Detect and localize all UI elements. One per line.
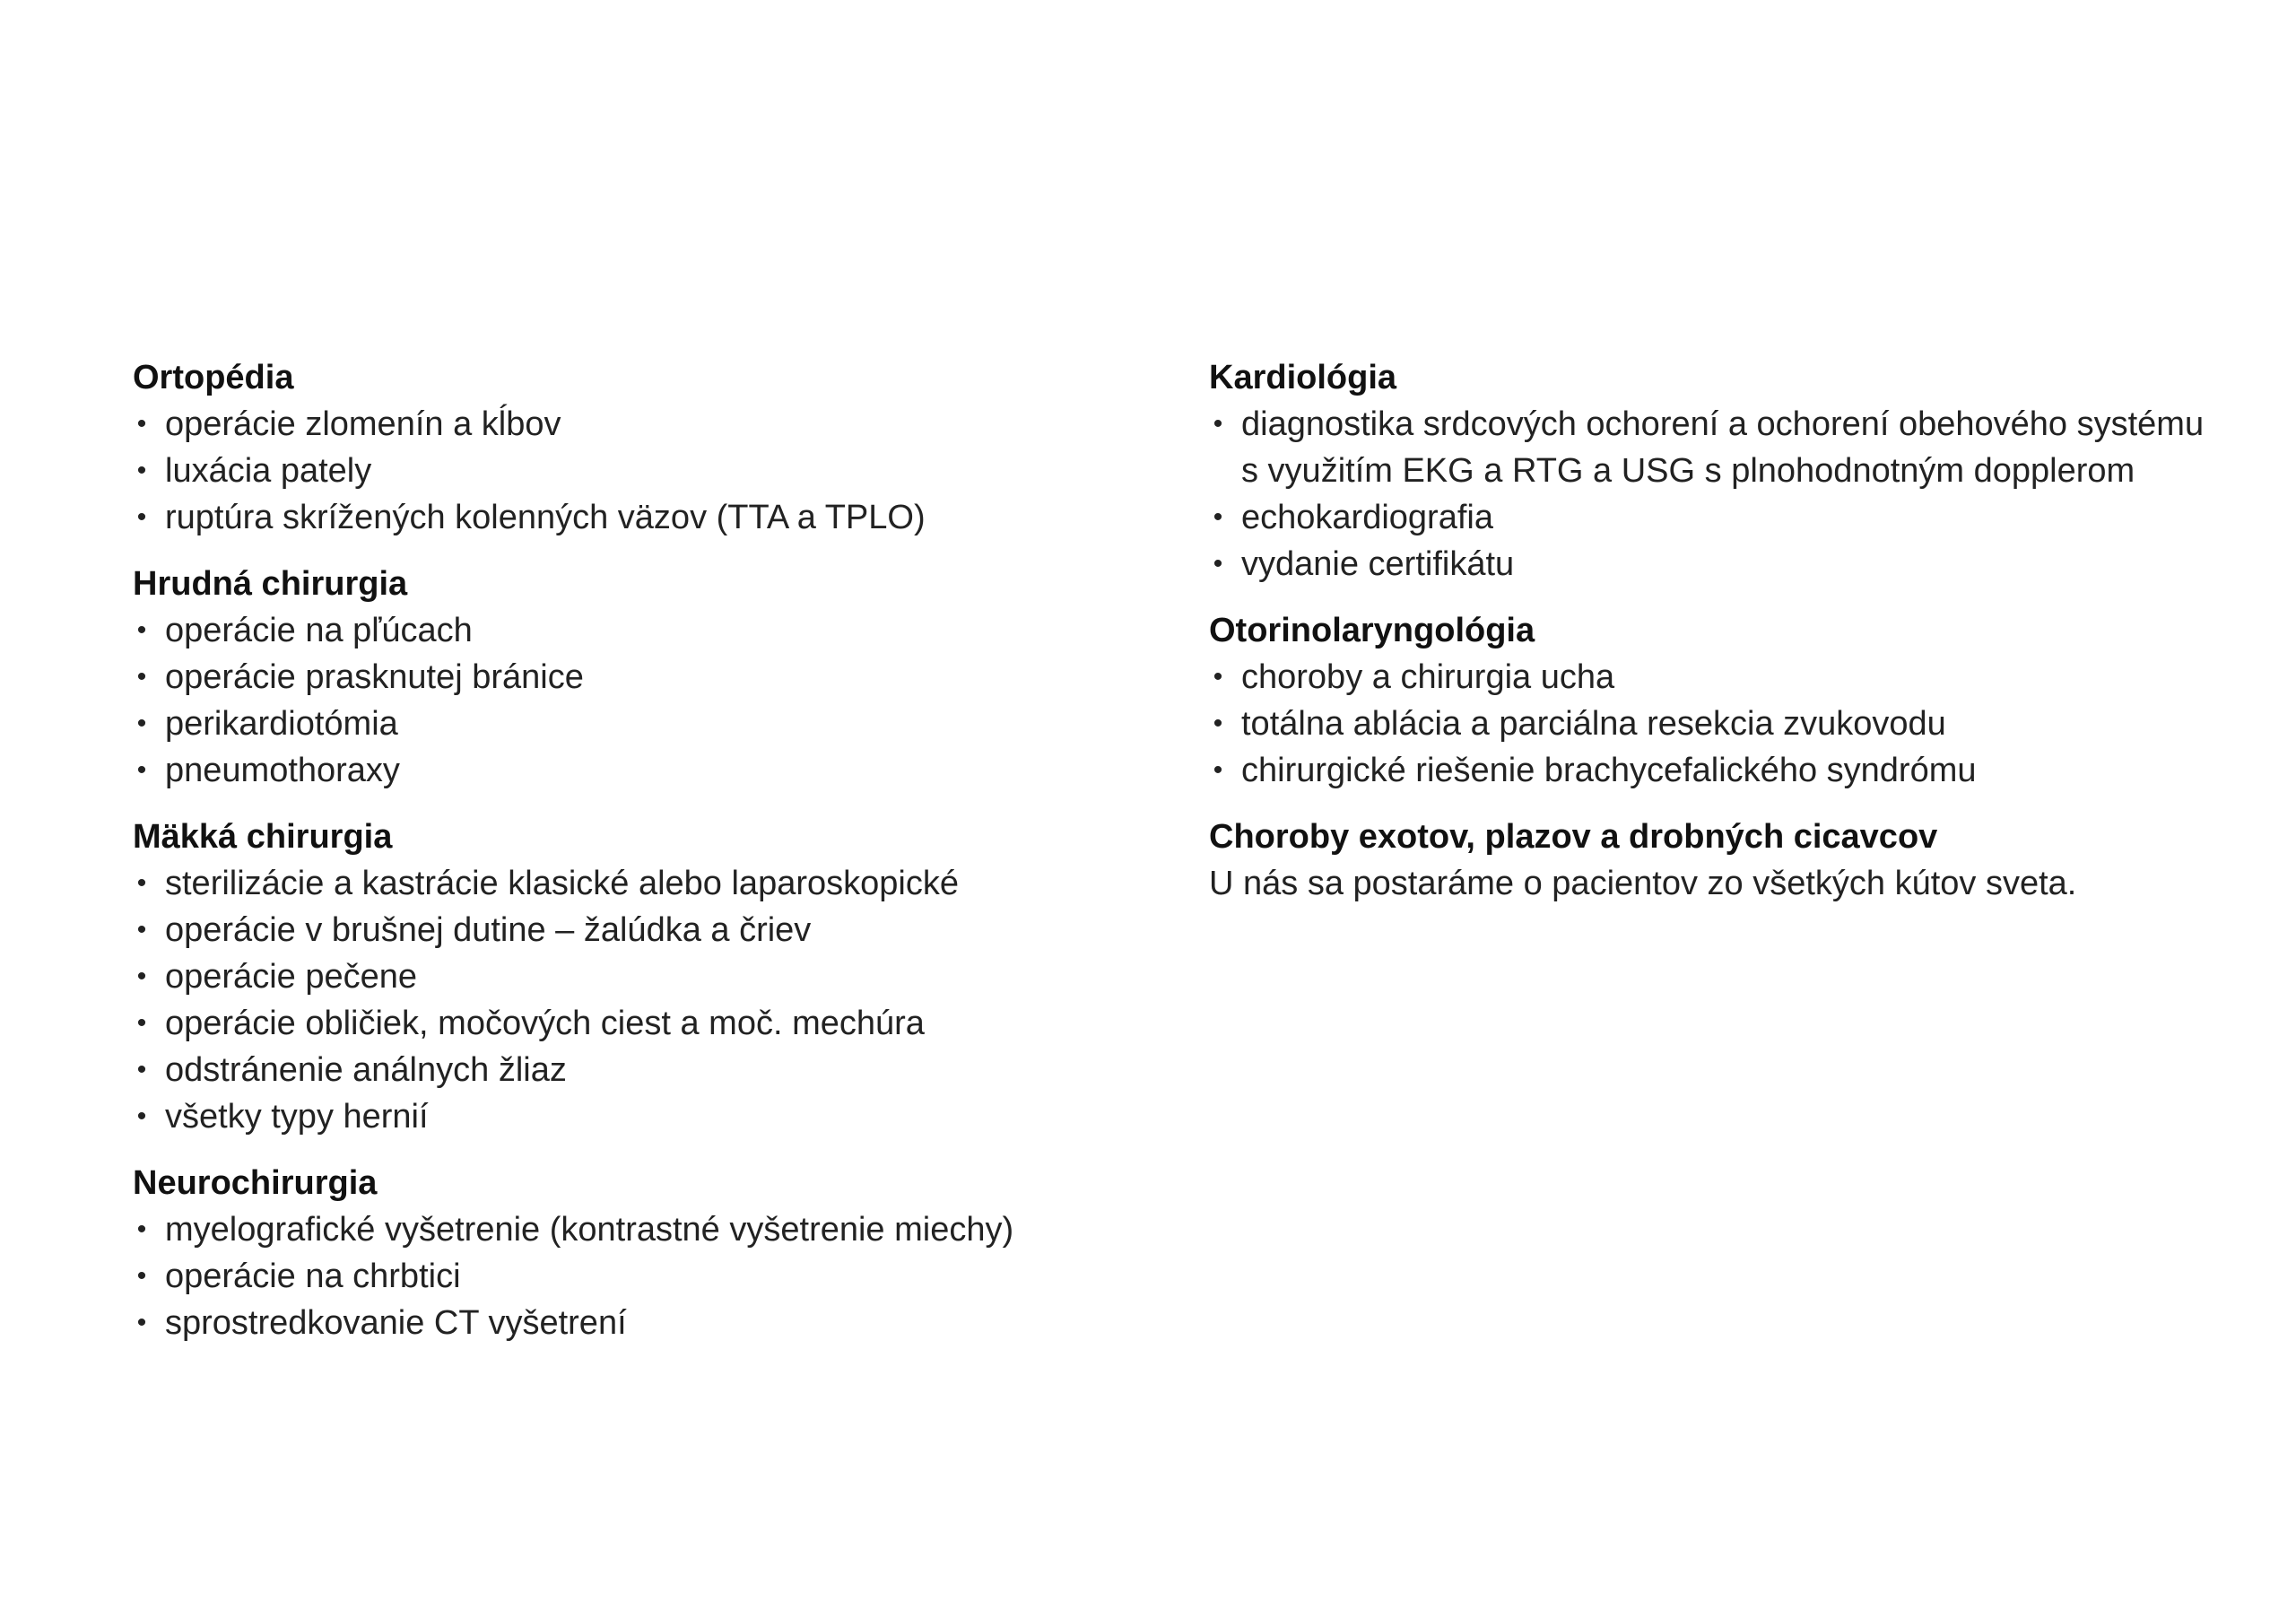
list-item <box>133 1300 1164 1346</box>
list-item-text: diagnostika srdcových ochorení a ochorení obehového systému s využitím EKG a RTG a USG s plnohodnotným dopplerom <box>1241 405 2205 490</box>
list-item <box>133 1253 1164 1300</box>
bullet-icon: • <box>136 709 147 738</box>
section-title: Ortopédia <box>133 359 294 396</box>
list-item-text: pneumothoraxy <box>165 752 400 789</box>
bullet-icon: • <box>136 615 147 645</box>
section-ortopedia <box>133 354 1164 541</box>
list-item <box>133 1093 1164 1140</box>
section-title: Neurochirurgia <box>133 1164 378 1202</box>
list-item-text: operácie prasknutej bránice <box>165 658 584 696</box>
list-item <box>133 747 1164 794</box>
list-item-text: chirurgické riešenie brachycefalického syndrómu <box>1241 752 1977 789</box>
list-item-text: luxácia pately <box>165 452 372 490</box>
bullet-icon: • <box>1213 409 1223 439</box>
item-list <box>133 860 1164 1140</box>
list-item <box>1209 747 2213 794</box>
bullet-icon: • <box>136 662 147 692</box>
item-list <box>133 607 1164 794</box>
list-item <box>133 701 1164 747</box>
list-item <box>133 607 1164 654</box>
bullet-icon: • <box>136 915 147 944</box>
list-item-text: myelografické vyšetrenie (kontrastné vyšetrenie miechy) <box>165 1211 1014 1249</box>
list-item-text: vydanie certifikátu <box>1241 545 1515 583</box>
bullet-icon: • <box>1213 755 1223 785</box>
section-title: Kardiológia <box>1209 359 1397 396</box>
list-item <box>133 1047 1164 1093</box>
section-kardiologia <box>1209 354 2213 588</box>
list-item <box>1209 654 2213 701</box>
bullet-icon: • <box>1213 709 1223 738</box>
list-item-text: operácie obličiek, močových ciest a moč. mechúra <box>165 1005 925 1042</box>
list-item <box>133 654 1164 701</box>
section-text: U nás sa postaráme o pacientov zo všetkých kútov sveta. <box>1209 865 2077 902</box>
bullet-icon: • <box>1213 549 1223 579</box>
section-otorinolaryngologia <box>1209 607 2213 794</box>
list-item-text: operácie na chrbtici <box>165 1258 461 1295</box>
section-hrudna-chirurgia <box>133 561 1164 794</box>
list-item <box>1209 701 2213 747</box>
bullet-icon: • <box>136 1261 147 1291</box>
list-item <box>1209 541 2213 588</box>
list-item-text: totálna ablácia a parciálna resekcia zvukovodu <box>1241 705 1946 743</box>
section-title: Hrudná chirurgia <box>133 565 408 603</box>
bullet-icon: • <box>136 1101 147 1131</box>
bullet-icon: • <box>136 1008 147 1038</box>
bullet-icon: • <box>136 868 147 898</box>
bullet-icon: • <box>1213 502 1223 532</box>
section-makka-chirurgia <box>133 814 1164 1140</box>
bullet-icon: • <box>136 755 147 785</box>
list-item-text: sterilizácie a kastrácie klasické alebo laparoskopické <box>165 865 959 902</box>
list-item <box>133 907 1164 953</box>
bullet-icon: • <box>136 502 147 532</box>
section-neurochirurgia <box>133 1160 1164 1346</box>
list-item-text: sprostredkovanie CT vyšetrení <box>165 1304 627 1342</box>
list-item-text: choroby a chirurgia ucha <box>1241 658 1615 696</box>
list-item <box>133 494 1164 541</box>
list-item-text: všetky typy hernií <box>165 1098 429 1136</box>
item-list <box>1209 654 2213 794</box>
list-item-text: echokardiografia <box>1241 499 1493 536</box>
bullet-icon: • <box>136 1055 147 1084</box>
section-title: Choroby exotov, plazov a drobných cicavcov <box>1209 818 1938 856</box>
section-title: Mäkká chirurgia <box>133 818 393 856</box>
bullet-icon: • <box>136 409 147 439</box>
item-list <box>133 1206 1164 1346</box>
list-item-text: ruptúra skrížených kolenných väzov (TTA a TPLO) <box>165 499 926 536</box>
list-item <box>133 401 1164 448</box>
list-item <box>133 1000 1164 1047</box>
list-item <box>133 1206 1164 1253</box>
left-column <box>133 354 1164 1366</box>
section-choroby-exotov <box>1209 814 2213 907</box>
list-item-text: operácie pečene <box>165 958 417 996</box>
bullet-icon: • <box>136 962 147 991</box>
section-title: Otorinolaryngológia <box>1209 612 1535 649</box>
list-item-text: perikardiotómia <box>165 705 398 743</box>
bullet-icon: • <box>136 456 147 485</box>
list-item <box>1209 401 2213 494</box>
list-item <box>133 860 1164 907</box>
item-list <box>1209 401 2213 588</box>
right-column <box>1209 354 2213 927</box>
list-item-text: odstránenie análnych žliaz <box>165 1051 567 1089</box>
bullet-icon: • <box>136 1214 147 1244</box>
list-item-text: operácie na pľúcach <box>165 612 473 649</box>
list-item-text: operácie zlomenín a kĺbov <box>165 405 561 443</box>
item-list <box>133 401 1164 541</box>
bullet-icon: • <box>1213 662 1223 692</box>
list-item-text: operácie v brušnej dutine – žalúdka a čriev <box>165 911 812 949</box>
list-item <box>1209 494 2213 541</box>
bullet-icon: • <box>136 1308 147 1337</box>
list-item <box>133 448 1164 494</box>
list-item <box>133 953 1164 1000</box>
